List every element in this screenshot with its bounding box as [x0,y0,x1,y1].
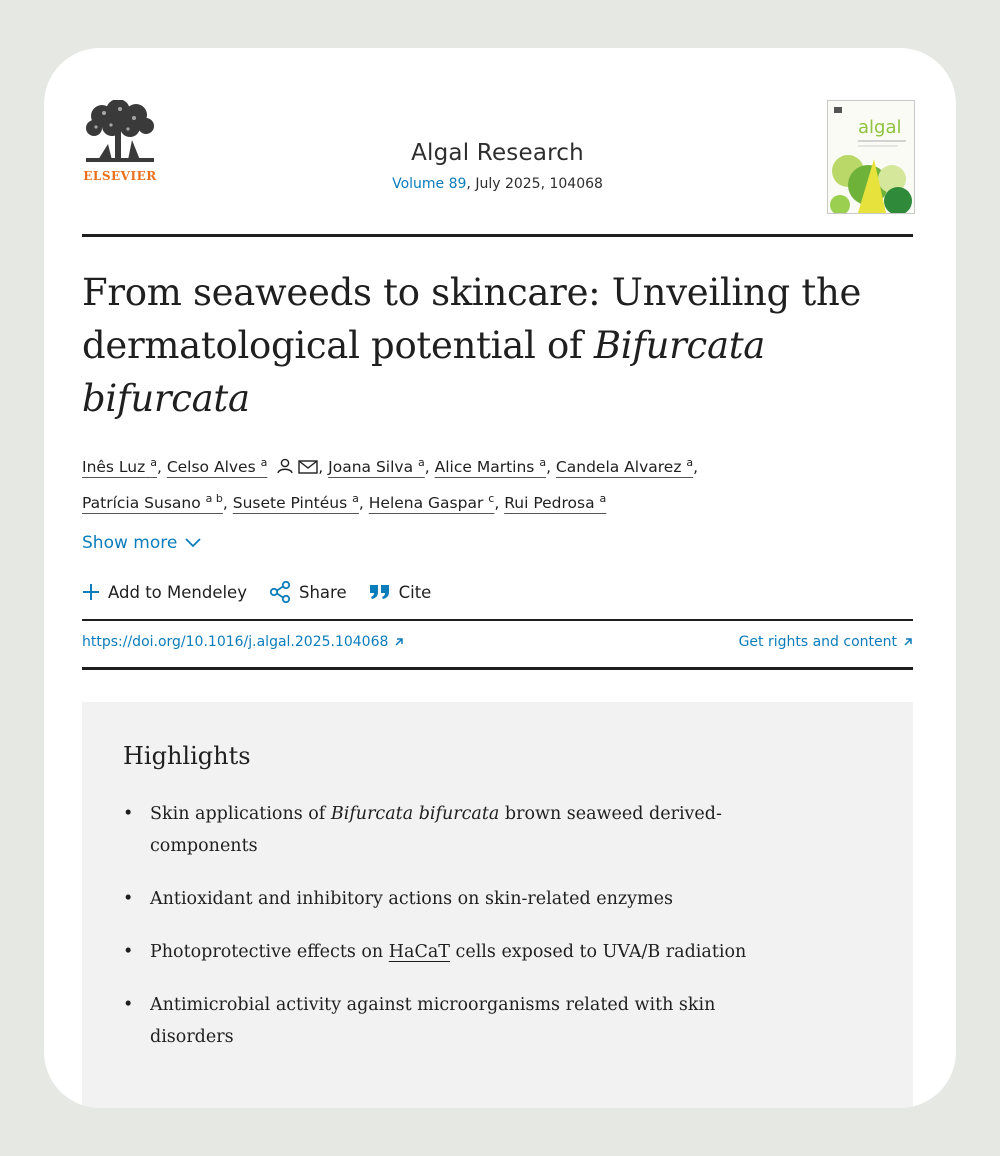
doi-link[interactable]: https://doi.org/10.1016/j.algal.2025.104068 [82,634,404,650]
highlights-heading: Highlights [123,742,251,770]
email-icon[interactable] [298,454,318,484]
author-link[interactable]: Joana Silva $^a$ [328,456,425,477]
title-species-name: Bifurcata bifurcata [82,324,766,420]
article-title: From seaweeds to skincare: Unveiling the dermatological potential of Bifurcata bifurcata [82,271,862,420]
journal-cover-art [828,101,914,213]
cite-button[interactable] [369,581,432,603]
add-to-mendeley-label: Add to Mendeley [108,582,247,602]
add-to-mendeley-button[interactable] [82,581,247,603]
share-button[interactable] [269,581,347,603]
cite-label: Cite [398,582,432,602]
plus-icon [82,583,100,601]
external-link-icon [394,637,404,647]
header-divider [82,234,913,237]
show-more-button[interactable] [82,533,201,553]
author-link[interactable]: Candela Alvarez $^a$ [555,456,694,477]
toolbar-divider [82,619,913,621]
show-more-label: Show more [82,533,178,553]
author-link[interactable]: Helena Gaspar $^c$ [368,492,495,513]
highlight-item: • Photoprotective effects on HaCaT cells exposed to UVA/B radiation [123,936,773,968]
cover-title: algal [858,117,902,138]
journal-title[interactable]: Algal Research [411,140,584,166]
article-page [82,48,913,1108]
author-link[interactable]: Celso Alves $^a$ [166,456,268,477]
author-link[interactable]: Patrícia Susano $^{a b}$ [82,492,223,513]
journal-info [82,140,913,192]
hacat-link[interactable]: HaCaT [388,942,450,962]
article-toolbar [82,581,431,603]
highlight-item: • Skin applications of Bifurcata bifurcata brown seaweed derived-components [123,798,773,862]
get-rights-link[interactable]: Get rights and content [739,634,913,650]
author-link[interactable]: Alice Martins $^a$ [434,456,547,477]
highlights-list [123,798,773,1074]
author-link[interactable]: Susete Pintéus $^a$ [232,492,359,513]
highlights-section [82,702,913,1108]
journal-meta [82,176,913,192]
article-card [44,48,956,1108]
author-link[interactable]: Rui Pedrosa $^a$ [504,492,607,513]
person-icon[interactable] [276,454,294,484]
share-label: Share [298,582,347,602]
chevron-down-icon [185,538,201,548]
external-link-icon [903,637,913,647]
highlight-item: • Antioxidant and inhibitory actions on skin-related enzymes [123,883,773,915]
author-link[interactable]: Inês Luz $^a$ [82,456,157,477]
issue-details: , July 2025, 104068 [466,176,603,192]
highlight-item: • Antimicrobial activity against microorganisms related with skin disorders [123,989,773,1053]
author-list: Inês Luz $^a$, Celso Alves $^a$ , Joana Silva $^a$, Alice Martins $^a$, Candela Alvarez $^a$, Patrícia Susano $^{a b}$, Susete Pintéus $^a$, Helena Gaspar $^c$, Rui Pedrosa $^a$ [82,456,699,513]
doi-row [82,634,913,650]
volume-link[interactable]: Volume 89 [392,176,467,192]
share-icon [269,581,291,603]
journal-cover-image[interactable] [827,100,915,214]
publisher-name: ELSEVIER [83,169,157,183]
doi-divider [82,667,913,670]
quote-icon [369,584,391,600]
